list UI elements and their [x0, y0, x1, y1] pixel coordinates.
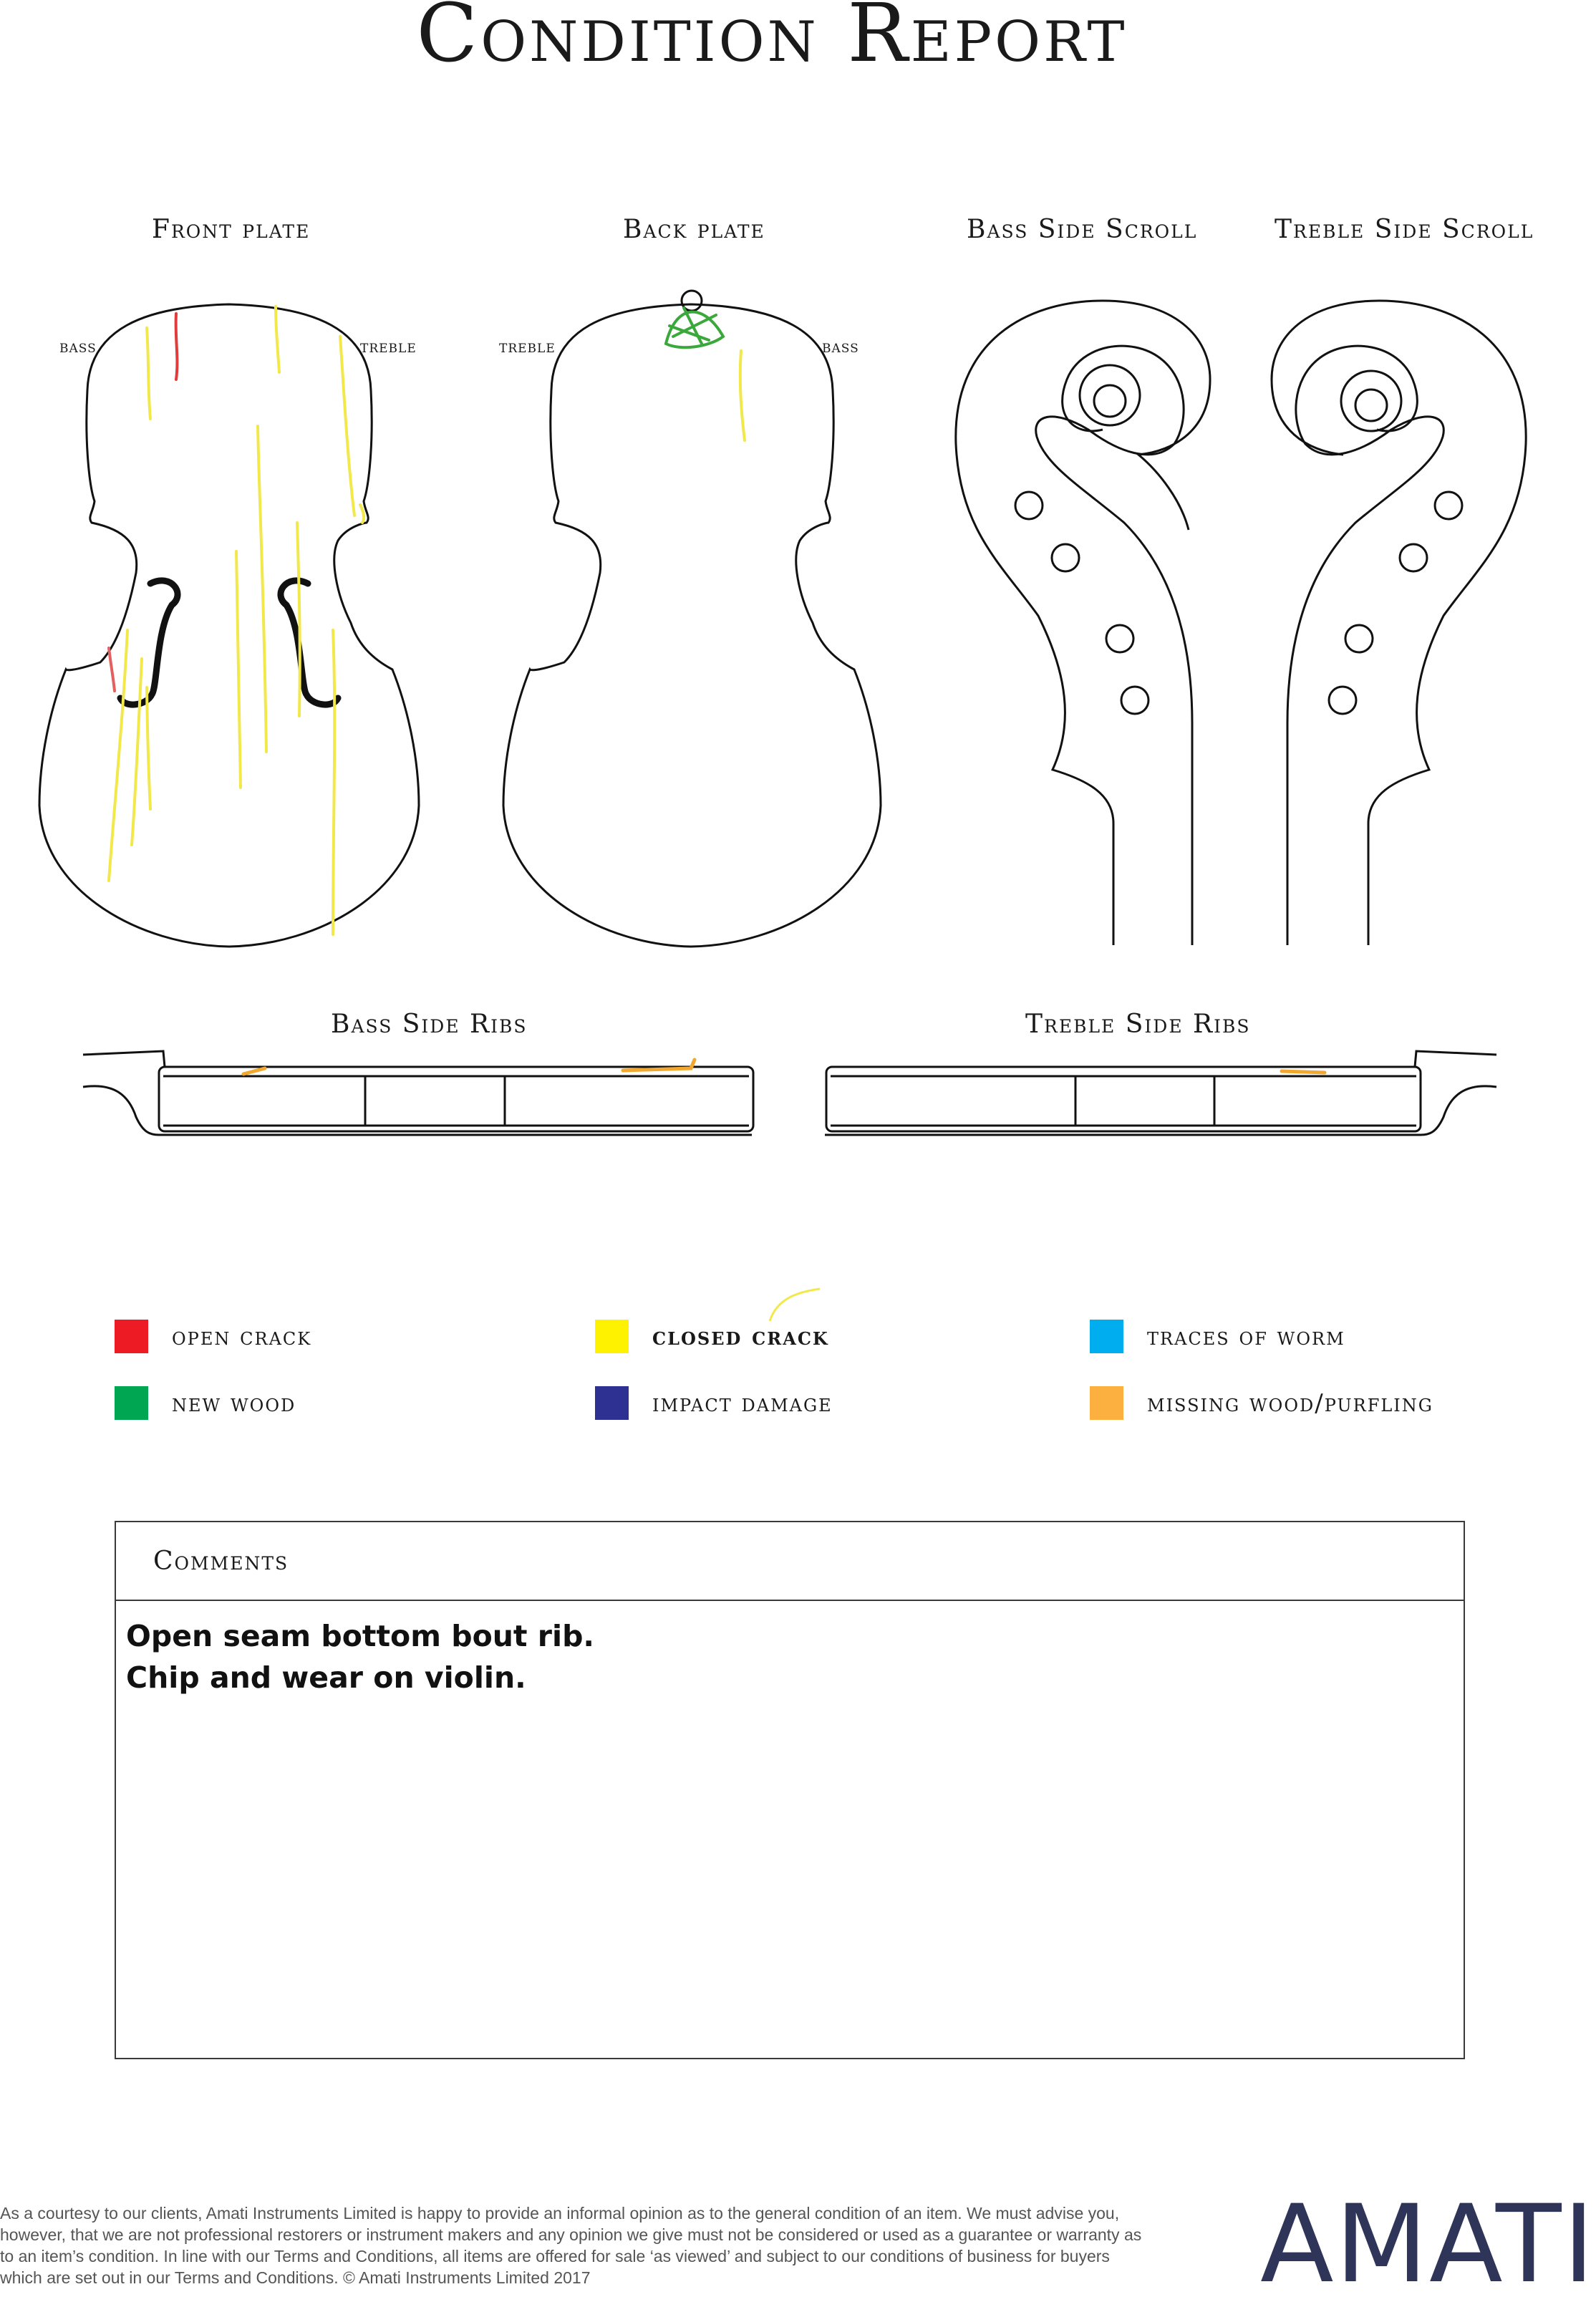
legend-item-missing-wood-purfling	[1090, 1386, 1433, 1420]
legend-item-traces-of-worm	[1090, 1320, 1345, 1353]
legend-swatch	[1090, 1320, 1123, 1353]
back-plate-drawing	[503, 291, 881, 947]
legend-label: closed crack	[652, 1322, 829, 1351]
page-title: Condition Report	[416, 0, 1128, 80]
comment-line: Chip and wear on violin.	[126, 1660, 526, 1695]
back-plate-heading: Back plate	[623, 215, 765, 244]
legend-label: traces of worm	[1147, 1322, 1345, 1351]
front-plate-markings	[109, 306, 364, 934]
front-treble-label: treble	[360, 337, 417, 357]
legend-item-closed-crack	[595, 1320, 829, 1353]
front-plate-heading: Front plate	[152, 215, 311, 244]
treble-side-ribs-drawing	[825, 1051, 1496, 1135]
comments-header	[116, 1522, 1464, 1601]
legend-label: new wood	[172, 1388, 296, 1418]
bass-side-ribs-drawing	[83, 1051, 753, 1135]
treble-side-scroll-heading: Treble Side Scroll	[1275, 215, 1534, 244]
disclaimer-text: As a courtesy to our clients, Amati Instruments Limited is happy to provide an informal opinion as to the general condition of an item. We must advise you, however, that we are not professional restorers or instrument makers and any opinion we give must not be considered or used as a guarantee or warranty as to an item’s condition. In line with our Terms and Conditions, all items are offered for sale ‘as viewed’ and subject to our conditions of business for buyers which are set out in our Terms and Conditions. © Amati Instruments Limited 2017	[0, 2204, 1142, 2287]
legend-item-new-wood	[115, 1386, 296, 1420]
treble-side-ribs-heading: Treble Side Ribs	[1025, 1010, 1251, 1039]
legend-swatch	[595, 1320, 629, 1353]
legend-label: open crack	[172, 1322, 312, 1351]
back-bass-label: bass	[822, 337, 859, 357]
legend-item-open-crack	[115, 1320, 311, 1353]
sample-crack-stroke	[770, 1289, 820, 1321]
comment-line: Open seam bottom bout rib.	[126, 1619, 594, 1653]
comments-body[interactable]	[116, 1601, 1464, 1713]
comments-box	[115, 1521, 1465, 2059]
legend-item-impact-damage	[595, 1386, 833, 1420]
comments-title: Comments	[153, 1546, 289, 1576]
back-plate-markings	[666, 308, 745, 440]
treble-side-ribs-markings	[1282, 1071, 1325, 1073]
bass-side-scroll-drawing	[956, 301, 1210, 945]
front-bass-label: bass	[59, 337, 97, 357]
bass-side-scroll-heading: Bass Side Scroll	[967, 215, 1198, 244]
legend-swatch	[1090, 1386, 1123, 1420]
legend-label: missing wood/purfling	[1147, 1388, 1433, 1418]
legend-swatch	[115, 1320, 148, 1353]
legend-swatch	[595, 1386, 629, 1420]
amati-logo: AMATI	[1260, 2182, 1596, 2307]
bass-side-ribs-heading: Bass Side Ribs	[331, 1010, 528, 1039]
back-treble-label: treble	[499, 337, 556, 357]
treble-side-scroll-drawing	[1272, 301, 1526, 945]
legend-label: impact damage	[652, 1388, 833, 1418]
legend-swatch	[115, 1386, 148, 1420]
front-plate-drawing	[39, 304, 419, 947]
